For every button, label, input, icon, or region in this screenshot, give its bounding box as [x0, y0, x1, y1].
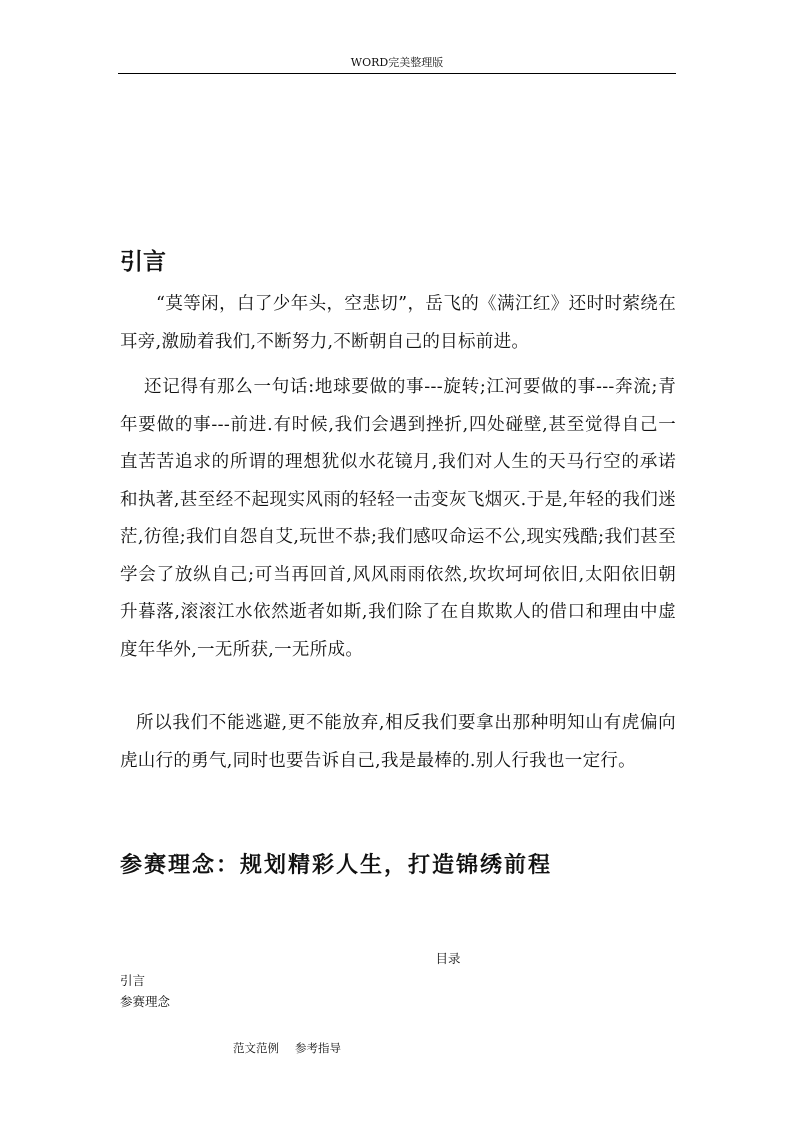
toc-title: 目录	[435, 951, 461, 966]
intro-heading: 引言	[120, 249, 166, 275]
page-header: WORD完美整理版	[350, 56, 444, 69]
intro-paragraph-1: “莫等闲，白了少年头，空悲切”，岳飞的《满江红》还时时萦绕在耳旁,激励着我们,不断努力,不断朝自己的目标前进。	[120, 294, 676, 352]
competition-motto: 参赛理念：规划精彩人生，打造锦绣前程	[120, 853, 553, 878]
intro-paragraph-2: 还记得有那么一句话:地球要做的事---旋转;江河要做的事---奔流;青年要做的事---前进.有时候,我们会遇到挫折,四处碰壁,甚至觉得自己一直苦苦追求的所谓的理想犹似水花镜月,我们对人生的天马行空的承诺和执著,甚至经不起现实风雨的轻轻一击变灰飞烟灭.于是,年轻的我们迷茫,彷徨;我们自怨自艾,玩世不恭;我们感叹命运不公,现实残酷;我们甚至学会了放纵自己;可当再回首,风风雨雨依然,坎坎坷坷依旧,太阳依旧朝升暮落,滚滚江水依然逝者如斯,我们除了在自欺欺人的借口和理由中虚度年华外,一无所获,一无所成。	[120, 377, 676, 660]
page-footer	[233, 1040, 341, 1056]
footer-right-text: 参考指导	[295, 1041, 341, 1055]
toc-item-motto[interactable]: 参赛理念	[120, 994, 171, 1009]
footer-left-text: 范文范例	[233, 1041, 279, 1055]
toc-item-intro[interactable]: 引言	[120, 973, 146, 988]
toc-list	[120, 970, 170, 1012]
intro-paragraph-3: 所以我们不能逃避,更不能放弃,相反我们要拿出那种明知山有虎偏向虎山行的勇气,同时也要告诉自己,我是最棒的.别人行我也一定行。	[120, 713, 676, 771]
header-divider	[118, 73, 676, 74]
